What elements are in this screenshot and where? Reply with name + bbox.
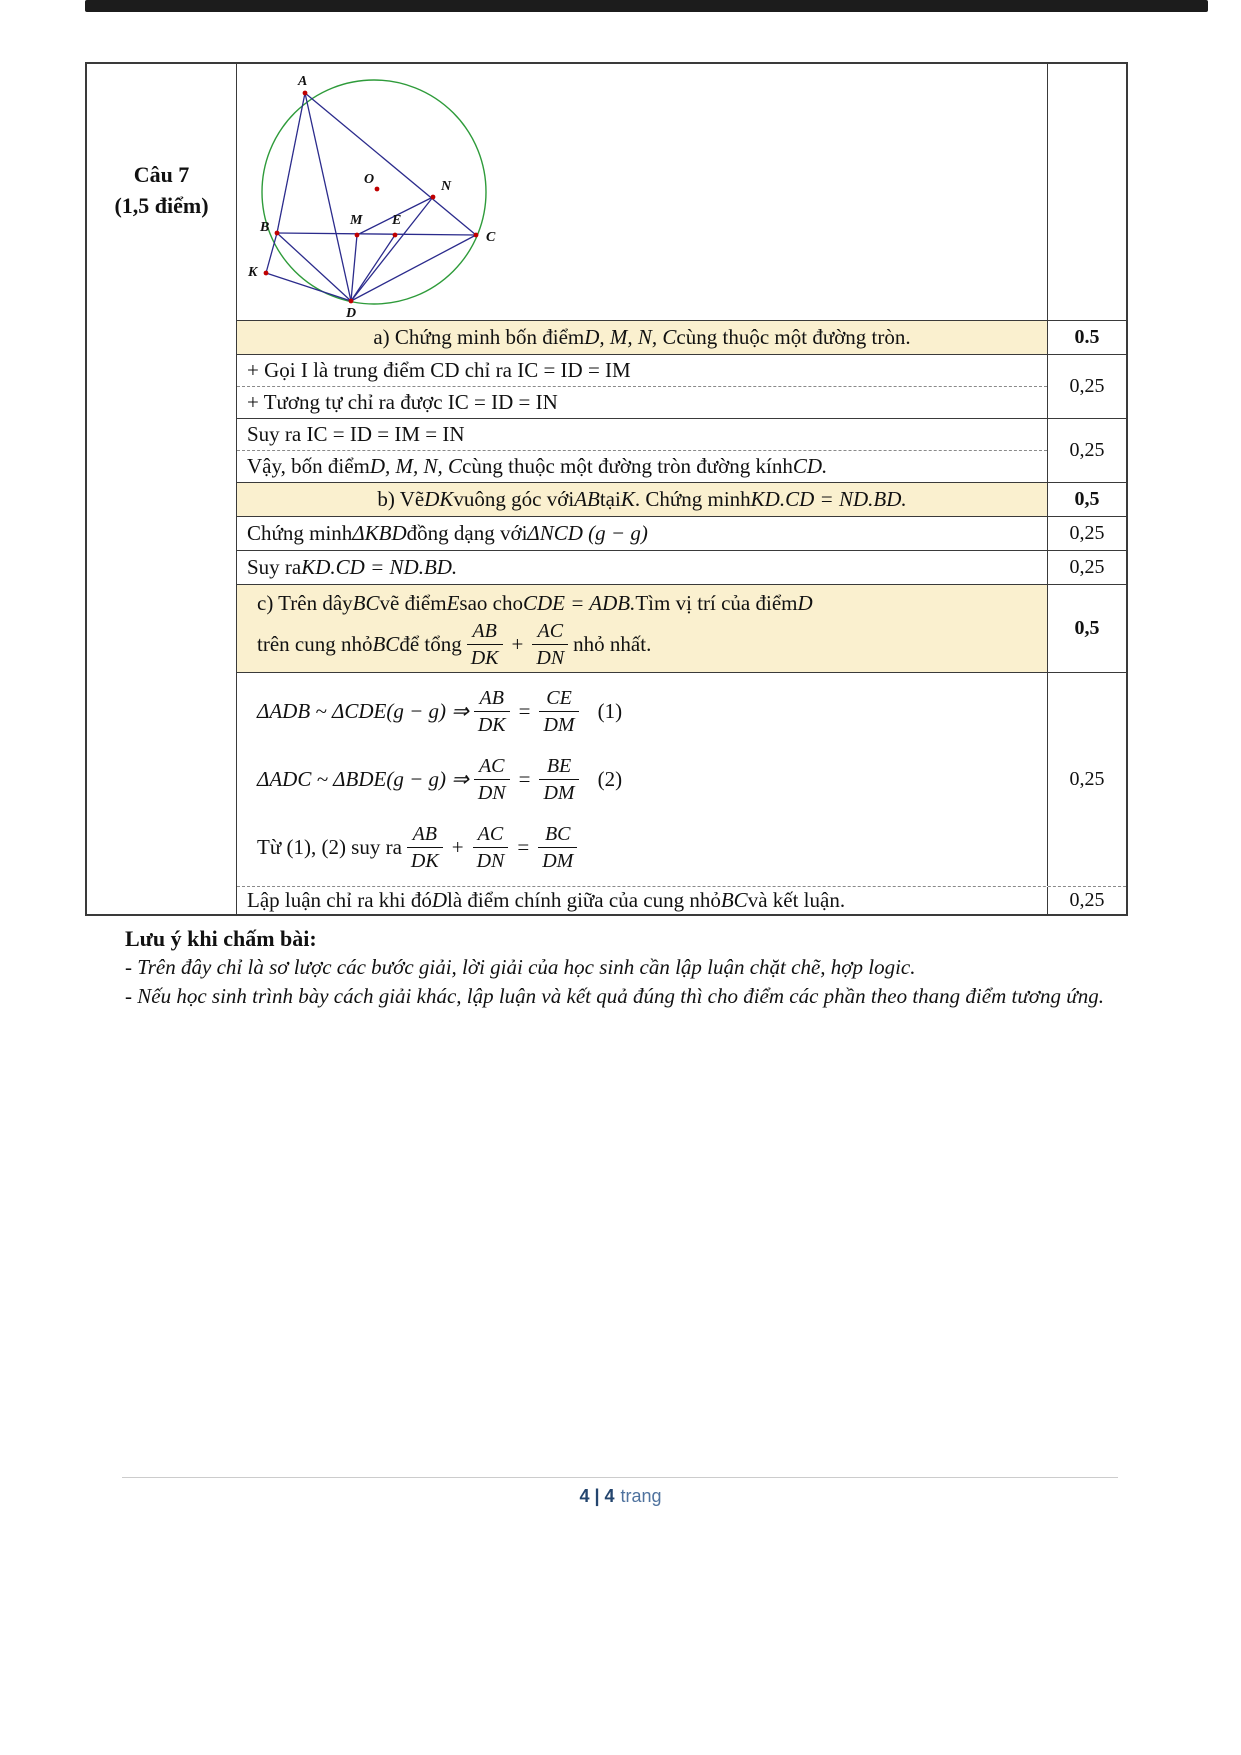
row-part-a-header [237,320,1126,354]
solution-step: Chứng minh ΔKBD đồng dạng với ΔNCD (g − g) [247,521,648,545]
answer-body [237,64,1126,914]
row-c-working [237,672,1126,886]
solution-step: Suy ra IC = ID = IM = IN [247,422,465,446]
row-a-group1 [237,354,1126,418]
equation-2: ΔADC ~ ΔBDE(g − g) ⇒ $\frac{AC}{DN}$ = $\frac{BE}{DM}$ (2) [257,754,623,804]
solution-step: + Gọi I là trung điểm CD chỉ ra IC = ID = IM [247,358,631,382]
notes-title: Lưu ý khi chấm bài: [125,926,317,951]
fraction: $\frac{AB}{DK}$ [467,619,503,670]
fraction: $\frac{AB}{DK}$ [407,822,443,873]
footer-divider [122,1477,1118,1478]
solution-step: Suy ra KD.CD = ND.BD. [247,555,458,579]
points-cell-figure [1047,64,1126,320]
part-b-statement: b) Vẽ DK vuông góc với AB tại K . Chứng minh KD.CD = ND.BD. [237,483,1047,516]
solution-step: Vậy, bốn điểm D, M, N, C cùng thuộc một đường tròn đường kính CD. [237,450,1047,482]
row-figure [237,64,1126,320]
row-b-step1 [237,516,1126,550]
note-line-2: - Nếu học sinh trình bày cách giải khác, lập luận và kết quả đúng thì cho điểm các phần theo thang điểm tương ứng. [125,983,1104,1008]
points-cell-c: 0,5 [1047,585,1126,672]
fraction: $\frac{AC}{DN}$ [532,619,568,670]
row-a-group2 [237,418,1126,482]
conclusion-step: Lập luận chỉ ra khi đó D là điểm chính giữa của cung nhỏ BC và kết luận. [247,888,846,912]
fraction: $\frac{BE}{DM}$ [539,754,578,805]
row-conclusion [237,886,1126,914]
question-points: (1,5 điểm) [114,192,209,218]
svg-text:C: C [486,230,496,245]
page-number: 4 | 4 [579,1486,615,1506]
equation-3: Từ (1), (2) suy ra $\frac{AB}{DK}$ + $\frac{AC}{DN}$ = $\frac{BC}{DM}$ [257,814,1037,882]
svg-text:N: N [441,179,452,194]
solution-steps-group1 [237,355,1047,418]
points-cell-conclusion: 0,25 [1047,887,1126,914]
points-cell-b1: 0,25 [1047,517,1126,550]
svg-text:B: B [260,220,270,235]
points-cell-b: 0,5 [1047,483,1126,516]
solution-steps-group2 [237,419,1047,482]
part-a-statement: a) Chứng minh bốn điểm D, M, N, C cùng thuộc một đường tròn. [237,321,1047,354]
row-b-step2 [237,550,1126,584]
fraction: $\frac{AC}{DN}$ [473,822,509,873]
figure-svg [239,65,507,319]
points-cell-c-working: 0,25 [1047,673,1126,886]
part-c-statement [237,585,1047,672]
row-part-c-header [237,584,1126,672]
fraction: $\frac{CE}{DM}$ [539,686,578,737]
svg-text:A: A [298,74,308,89]
svg-text:E: E [392,213,402,228]
svg-text:K: K [248,265,258,280]
equation-1: ΔADB ~ ΔCDE(g − g) ⇒ $\frac{AB}{DK}$ = $\frac{CE}{DM}$ (1) [257,686,623,736]
fraction: $\frac{AB}{DK}$ [474,686,510,737]
fraction: $\frac{AC}{DN}$ [474,754,510,805]
svg-text:M: M [350,213,363,228]
scan-artifact-bar [85,0,1208,12]
equations-block [237,673,1047,886]
points-cell-b2: 0,25 [1047,551,1126,584]
solution-step: + Tương tự chỉ ra được IC = ID = IN [237,386,1047,418]
points-cell-a-group1: 0,25 [1047,355,1126,418]
svg-text:D: D [346,306,357,319]
points-cell-a-group2: 0,25 [1047,419,1126,482]
points-cell-a: 0.5 [1047,321,1126,354]
page-footer [0,1486,1241,1507]
question-number: Câu 7 [133,162,190,187]
question-cell [87,64,237,914]
page-label: trang [620,1486,662,1506]
svg-text:O: O [364,172,375,187]
note-line-1: - Trên đây chỉ là sơ lược các bước giải, lời giải của học sinh cần lập luận chặt chẽ, hợp logic. [125,955,916,980]
part-c-line2: trên cung nhỏ BC để tổng $\frac{AB}{DK}$ + $\frac{AC}{DN}$ nhỏ nhất. [257,620,652,669]
answer-table [85,62,1128,916]
geometry-figure [237,64,1047,320]
row-part-b-header [237,482,1126,516]
fraction: $\frac{BC}{DM}$ [538,822,577,873]
part-c-line1: c) Trên dây BC vẽ điểm E sao cho CDE = ADB. Tìm vị trí của điểm D [257,590,813,615]
grading-notes [125,924,1125,1010]
